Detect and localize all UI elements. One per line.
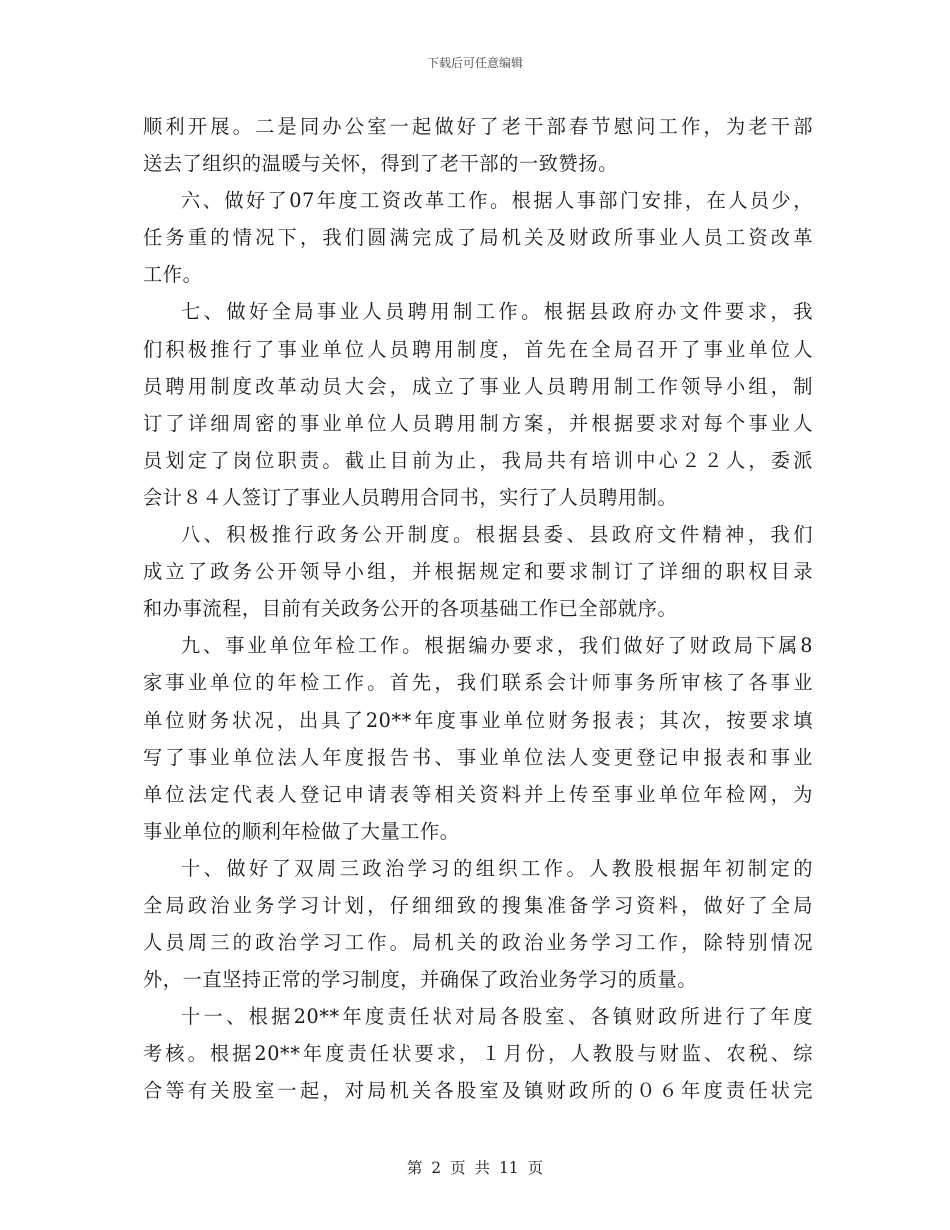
text-line: 任务重的情况下，我们圆满完成了局机关及财政所事业人员工资改革	[143, 226, 813, 250]
text-line: 人员周三的政治学习工作。局机关的政治业务学习工作，除特别情况	[143, 931, 813, 955]
page-header: 下载后可任意编辑	[426, 56, 523, 70]
text-line: 员划定了岗位职责。截止目前为止，我局共有培训中心２２人，委派	[143, 448, 813, 472]
text-line: 合等有关股室一起，对局机关各股室及镇财政所的０６年度责任状完	[143, 1079, 813, 1103]
document-body	[143, 108, 813, 1110]
text-line: 十、做好了双周三政治学习的组织工作。人教股根据年初制定的	[181, 856, 813, 880]
text-line: 员聘用制度改革动员大会，成立了事业人员聘用制工作领导小组，制	[143, 374, 813, 398]
text-line: 单位法定代表人登记申请表等相关资料并上传至事业单位年检网，为	[143, 782, 813, 806]
text-line: 顺利开展。二是同办公室一起做好了老干部春节慰问工作，为老干部	[143, 115, 813, 138]
text-line: 七、做好全局事业人员聘用制工作。根据县政府办文件要求，我	[181, 300, 813, 324]
text-line: 事业单位的顺利年检做了大量工作。	[143, 819, 460, 843]
text-line: 成立了政务公开领导小组，并根据规定和要求制订了详细的职权目录	[143, 560, 813, 584]
text-line: 全局政治业务学习计划，仔细细致的搜集准备学习资料，做好了全局	[143, 893, 813, 917]
text-line: 工作。	[143, 263, 203, 287]
text-line: 外，一直坚持正常的学习制度，并确保了政治业务学习的质量。	[143, 968, 698, 992]
text-line: 单位财务状况，出具了20**年度事业单位财务报表；其次，按要求填	[143, 708, 813, 732]
text-line: 六、做好了07年度工资改革工作。根据人事部门安排，在人员少，	[181, 189, 813, 213]
text-line: 订了详细周密的事业单位人员聘用制方案，并根据要求对每个事业人	[143, 411, 813, 435]
text-line: 八、积极推行政务公开制度。根据县委、县政府文件精神，我们	[181, 523, 813, 547]
text-line: 考核。根据20**年度责任状要求，１月份，人教股与财监、农税、综	[143, 1042, 813, 1066]
text-line: 们积极推行了事业单位人员聘用制度，首先在全局召开了事业单位人	[143, 337, 813, 361]
page-number: 第 2 页 共 11 页	[406, 1159, 544, 1177]
text-line: 九、事业单位年检工作。根据编办要求，我们做好了财政局下属8	[181, 634, 813, 658]
text-line: 和办事流程，目前有关政务公开的各项基础工作已全部就序。	[143, 597, 678, 621]
text-line: 会计８４人签订了事业人员聘用合同书，实行了人员聘用制。	[143, 485, 678, 509]
text-line: 十一、根据20**年度责任状对局各股室、各镇财政所进行了年度	[181, 1005, 813, 1029]
text-line: 家事业单位的年检工作。首先，我们联系会计师事务所审核了各事业	[143, 671, 813, 695]
text-line: 送去了组织的温暖与关怀，得到了老干部的一致赞扬。	[143, 152, 618, 176]
text-line: 写了事业单位法人年度报告书、事业单位法人变更登记申报表和事业	[143, 745, 813, 769]
